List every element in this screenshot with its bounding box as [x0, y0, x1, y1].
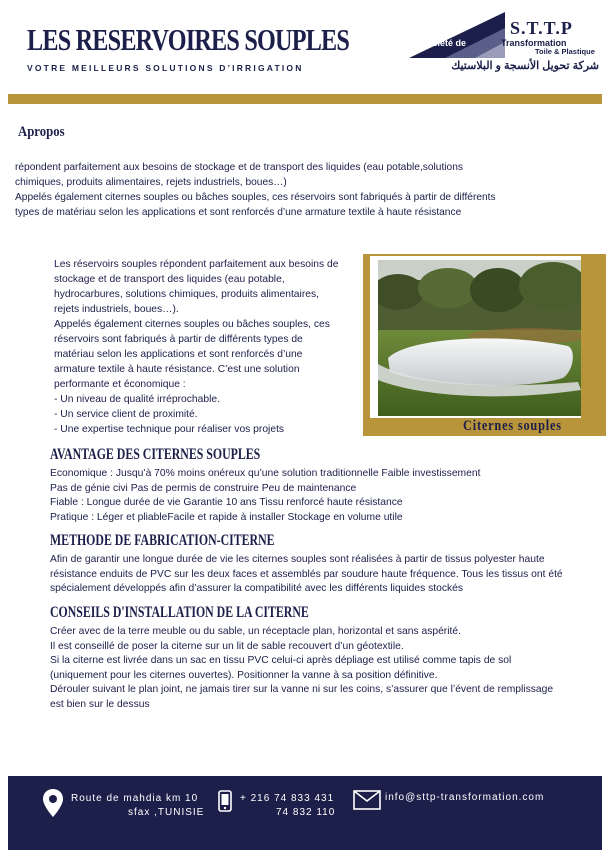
conseils-line: Dérouler suivant le plan joint, ne jamais tirer sur la vanne ni sur les coins, s’assurer que l’évent de remplissage [50, 684, 554, 695]
conseils-line: Si la citerne est livrée dans un sac en tissu PVC celui-ci après dépliage est utilisé comme tapis de sol [50, 655, 512, 666]
description-line: réservoirs sont fabriqués à partir de différents types de [54, 334, 303, 345]
location-pin-icon [42, 788, 64, 818]
phone-icon [218, 790, 232, 812]
avantage-line: Pratique : Léger et pliableFacile et rapide à installer Stockage en volume utile [50, 511, 403, 523]
logo-name: S.T.T.P [510, 18, 573, 38]
envelope-icon [353, 790, 381, 810]
conseils-text [50, 625, 595, 712]
methode-heading: METHODE DE FABRICATION-CITERNE [50, 532, 275, 549]
flexible-tank-photo [378, 260, 581, 416]
conseils-line: Il est conseillé de poser la citerne sur un lit de sable recouvert d’un géotextile. [50, 640, 404, 652]
phone-number-2[interactable]: 74 832 110 [276, 807, 336, 818]
description-line: performante et économique : [54, 379, 186, 390]
description-line: Les réservoirs souples répondent parfaitement aux besoins de [54, 259, 339, 270]
description-line: hydrocarbures, solutions chimiques, produits alimentaires, [54, 289, 319, 300]
description-line: - Un niveau de qualité irréprochable. [54, 394, 220, 405]
avantage-line: Fiable : Longue durée de vie Garantie 10 ans Tissu renforcé haute résistance [50, 497, 403, 508]
description-line: Appelés également citernes souples ou bâches souples, ces [54, 319, 330, 330]
description-line: stockage et de transport des liquides (eau potable, [54, 274, 285, 285]
avantage-line: Economique : Jusqu’à 70% moins onéreux qu’une solution traditionnelle Faible investissement [50, 468, 481, 479]
email-link[interactable]: info@sttp-transformation.com [385, 792, 545, 803]
methode-line: résistance enduits de PVC sur les deux faces et assemblés par soudure haute fréquence. Tous les tissus ont été [50, 568, 563, 580]
apropos-heading: Apropos [18, 124, 65, 140]
avantage-heading: AVANTAGE DES CITERNES SOUPLES [50, 446, 261, 463]
address-line-1: Route de mahdia km 10 [71, 793, 199, 804]
apropos-text [15, 160, 590, 220]
header-divider [8, 94, 602, 104]
description-line: rejets industriels, boues…). [54, 304, 179, 315]
conseils-line: est bien sur le dessus [50, 698, 150, 710]
phone-number-1[interactable]: + 216 74 833 431 [240, 793, 335, 804]
conseils-line: (uniquement pour les citernes ouvertes). Positionner la vanne à sa position définitive. [50, 669, 438, 681]
logo-line-1a: Société de [421, 38, 467, 48]
photo-caption: Citernes souples [463, 418, 562, 434]
page-title: LES RESERVOIRES SOUPLES [27, 22, 350, 57]
conseils-line: Créer avec de la terre meuble ou du sable, un réceptacle plan, horizontal et sans aspérité. [50, 626, 461, 637]
description-text [54, 257, 364, 437]
methode-line: Afin de garantir une longue durée de vie les citernes souples sont réalisées à partir de tissus polyester haute [50, 554, 545, 565]
apropos-line: répondent parfaitement aux besoins de stockage et de transport des liquides (eau potable,solutions [15, 162, 463, 173]
apropos-line: chimiques, produits alimentaires, rejets industriels, boues…) [15, 177, 287, 188]
description-line: - Une expertise technique pour réaliser vos projets [54, 424, 285, 435]
photo-frame [370, 256, 581, 418]
apropos-line: types de matériau selon les applications et sont renforcés d’une armature textile à haute résistance [15, 207, 462, 218]
contact-footer [8, 776, 602, 850]
company-logo [405, 6, 601, 86]
address-line-2: sfax ,TUNISIE [128, 807, 205, 818]
methode-text [50, 553, 595, 597]
logo-line-1b: Transformation [501, 38, 567, 48]
methode-line: spécialement développés afin d’assurer la compatibilité avec les différents liquides stockés [50, 583, 464, 594]
page-subtitle: VOTRE MEILLEURS SOLUTIONS D’IRRIGATION [27, 63, 304, 73]
avantage-line: Pas de génie civi Pas de permis de construire Peu de maintenance [50, 482, 357, 494]
conseils-heading: CONSEILS D'INSTALLATION DE LA CITERNE [50, 604, 309, 621]
description-line: matériau selon les applications et sont renforcés d’une [54, 349, 303, 360]
description-line: armature textile à haute résistance. C’est une solution [54, 364, 300, 375]
apropos-line: Appelés également citernes souples ou bâches souples, ces réservoirs sont fabriqués à partir de différents [15, 192, 496, 203]
logo-arabic: شركة تحويل الأنسجة و البلاستيك [451, 60, 599, 72]
description-line: - Un service client de proximité. [54, 409, 198, 420]
logo-line-2: Toile & Plastique [535, 47, 595, 56]
avantage-text [50, 467, 595, 525]
